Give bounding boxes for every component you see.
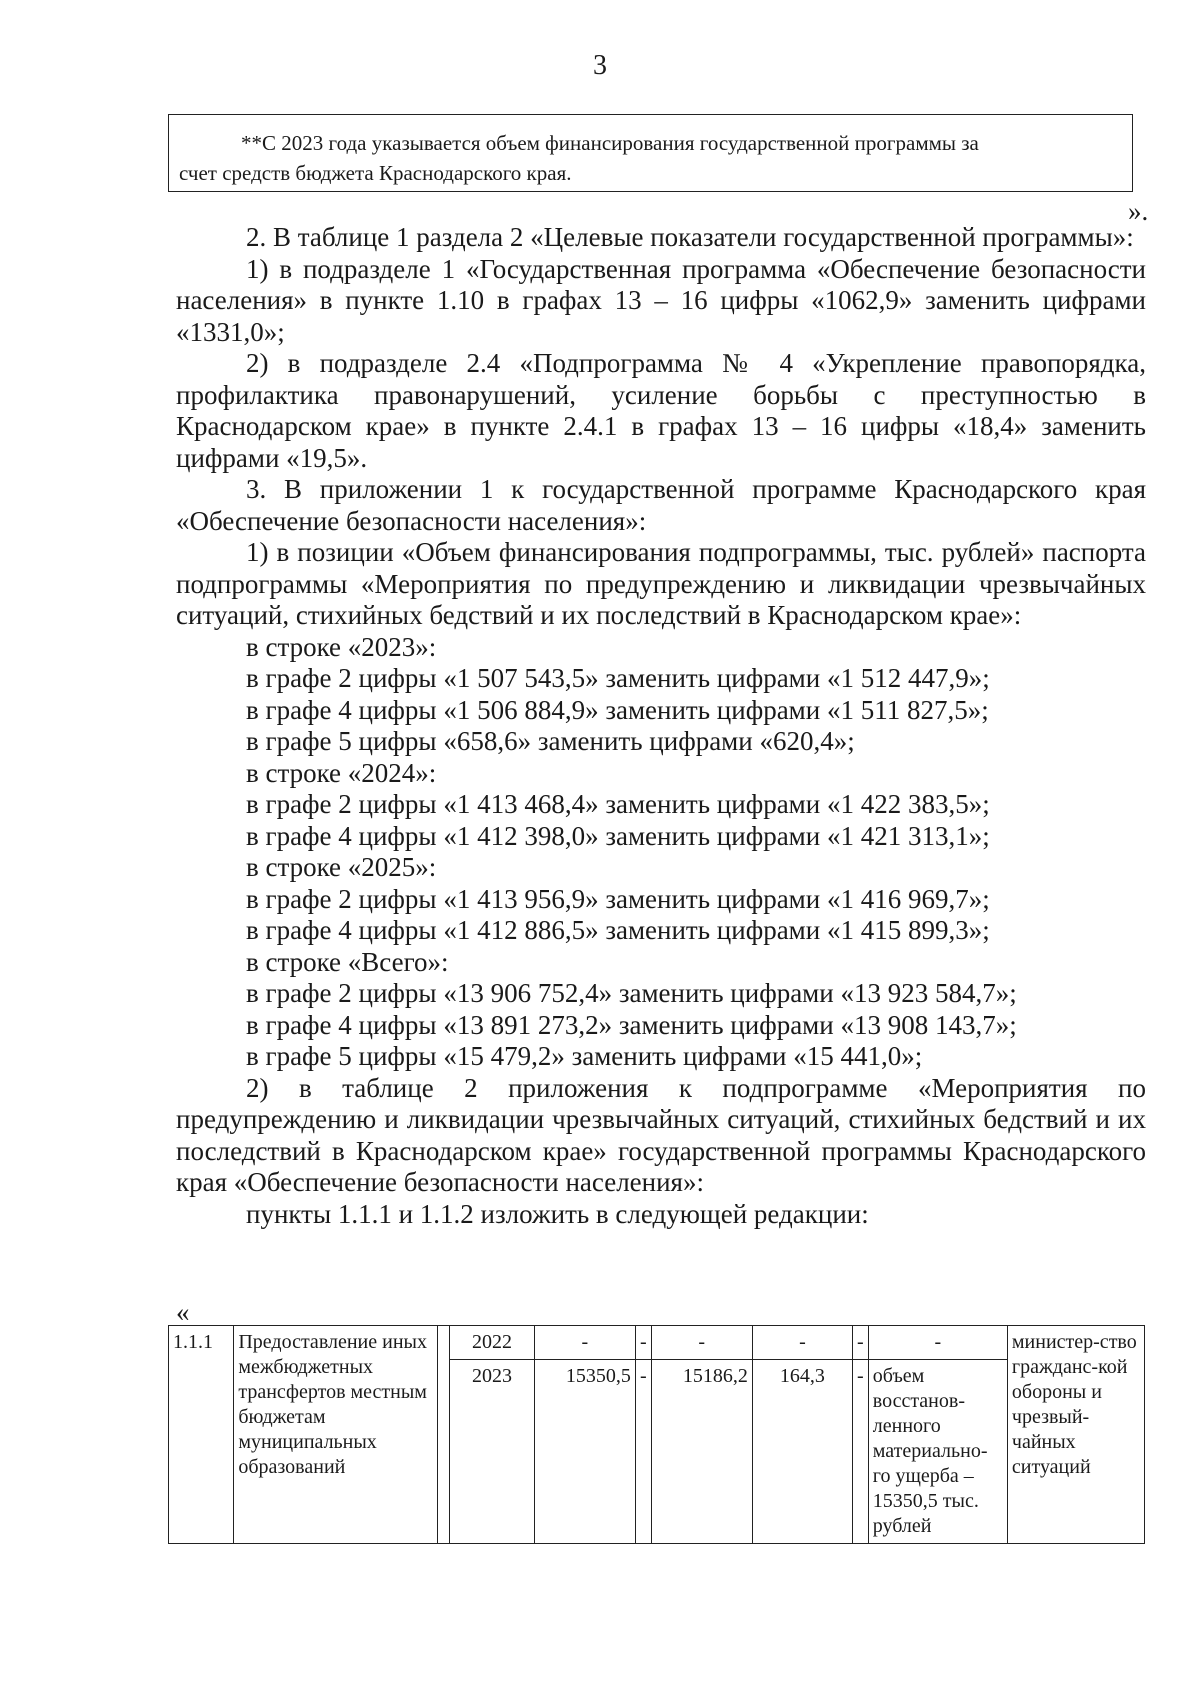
footnote-line-1: **С 2023 года указывается объем финансирования государственной программы за [241,131,979,155]
edit-line: в графе 4 цифры «1 412 886,5» заменить цифрами «1 415 899,3»; [246,915,990,945]
table-cell: 15186,2 [651,1360,752,1544]
table-cell-empty [437,1326,450,1544]
footnote-line-2: счет средств бюджета Краснодарского края. [179,161,572,185]
edit-line: в графе 2 цифры «1 413 468,4» заменить цифрами «1 422 383,5»; [246,789,990,819]
document-body [176,222,1146,1230]
table-cell: - [868,1326,1007,1360]
executor-cell: министер-ство гражданс-кой обороны и чрезвый-чайных ситуаций [1007,1326,1144,1544]
edit-line: в графе 2 цифры «1 413 956,9» заменить цифрами «1 416 969,7»; [246,883,990,914]
table-cell: - [651,1326,752,1360]
table-cell: - [635,1360,651,1544]
edit-line: в графе 4 цифры «1 506 884,9» заменить цифрами «1 511 827,5»; [246,694,989,725]
paragraph-subsection-1: 1) в подразделе 1 «Государственная программа «Обеспечение безопасности населения» в пункте 1.10 в графах 13 – 16 цифры «1062,9» заменить цифрами «1331,0»; [176,253,1146,347]
table-cell: 2023 [450,1360,534,1544]
edit-line: в графе 5 цифры «15 479,2» заменить цифрами «15 441,0»; [246,1041,923,1071]
edit-line-last: пункты 1.1.1 и 1.1.2 изложить в следующей редакции: [246,1198,869,1229]
closing-quote: ». [1128,196,1149,226]
result-cell: объем восстанов-ленного материально-го ущерба – 15350,5 тыс. рублей [868,1360,1007,1544]
edit-line: в графе 4 цифры «1 412 398,0» заменить цифрами «1 421 313,1»; [246,820,990,851]
paragraph-3-appendix1: 3. В приложении 1 к государственной программе Краснодарского края «Обеспечение безопасности населения»: [176,474,1146,536]
edit-line: в строке «Всего»: [246,946,449,977]
table-cell: - [852,1326,868,1360]
paragraph-passport: 1) в позиции «Объем финансирования подпрограммы, тыс. рублей» паспорта подпрограммы «Мероприятия по предупреждению и ликвидации чрезвычайных ситуаций, стихийных бедствий и их последствий в Краснодарском крае»: [176,537,1146,630]
table-cell: - [752,1326,852,1360]
paragraph-table2: 2) в таблице 2 приложения к подпрограмме «Мероприятия по предупреждению и ликвидации чрезвычайных ситуаций, стихийных бедствий и их последствий в Краснодарском крае» государственной программы Краснодарского края «Обеспечение безопасности населения»: [176,1072,1146,1197]
paragraph-subsection-2-4: 2) в подразделе 2.4 «Подпрограмма № 4 «Укрепление правопорядка, профилактика правонарушений, усиление борьбы с преступностью в Краснодарском крае» в пункте 2.4.1 в графах 13 – 16 цифры «18,4» заменить цифрами «19,5». [176,348,1146,473]
table-cell: 2022 [450,1326,534,1360]
item-number: 1.1.1 [169,1326,234,1544]
edit-line: в графе 5 цифры «658,6» заменить цифрами «620,4»; [246,726,855,756]
edit-line: в строке «2025»: [246,852,437,882]
edit-line: в строке «2024»: [246,757,437,788]
edit-line: в строке «2023»: [246,631,437,662]
table-cell: 15350,5 [534,1360,635,1544]
edit-line: в графе 2 цифры «1 507 543,5» заменить цифрами «1 512 447,9»; [246,663,990,693]
page-number: 3 [593,50,607,81]
table-cell: - [534,1326,635,1360]
edit-line: в графе 4 цифры «13 891 273,2» заменить цифрами «13 908 143,7»; [246,1009,1017,1040]
table-cell: 164,3 [752,1360,852,1544]
table-cell: - [852,1360,868,1544]
table-cell: - [635,1326,651,1360]
item-name: Предоставление иных межбюджетных трансфертов местным бюджетам муниципальных образований [234,1326,437,1544]
edit-line: в графе 2 цифры «13 906 752,4» заменить цифрами «13 923 584,7»; [246,978,1017,1008]
program-table [168,1325,1145,1544]
paragraph-2-table1: 2. В таблице 1 раздела 2 «Целевые показатели государственной программы»: [246,222,1134,252]
table-row [169,1326,1145,1360]
footnote-box [168,114,1133,192]
opening-quote: « [176,1297,190,1327]
